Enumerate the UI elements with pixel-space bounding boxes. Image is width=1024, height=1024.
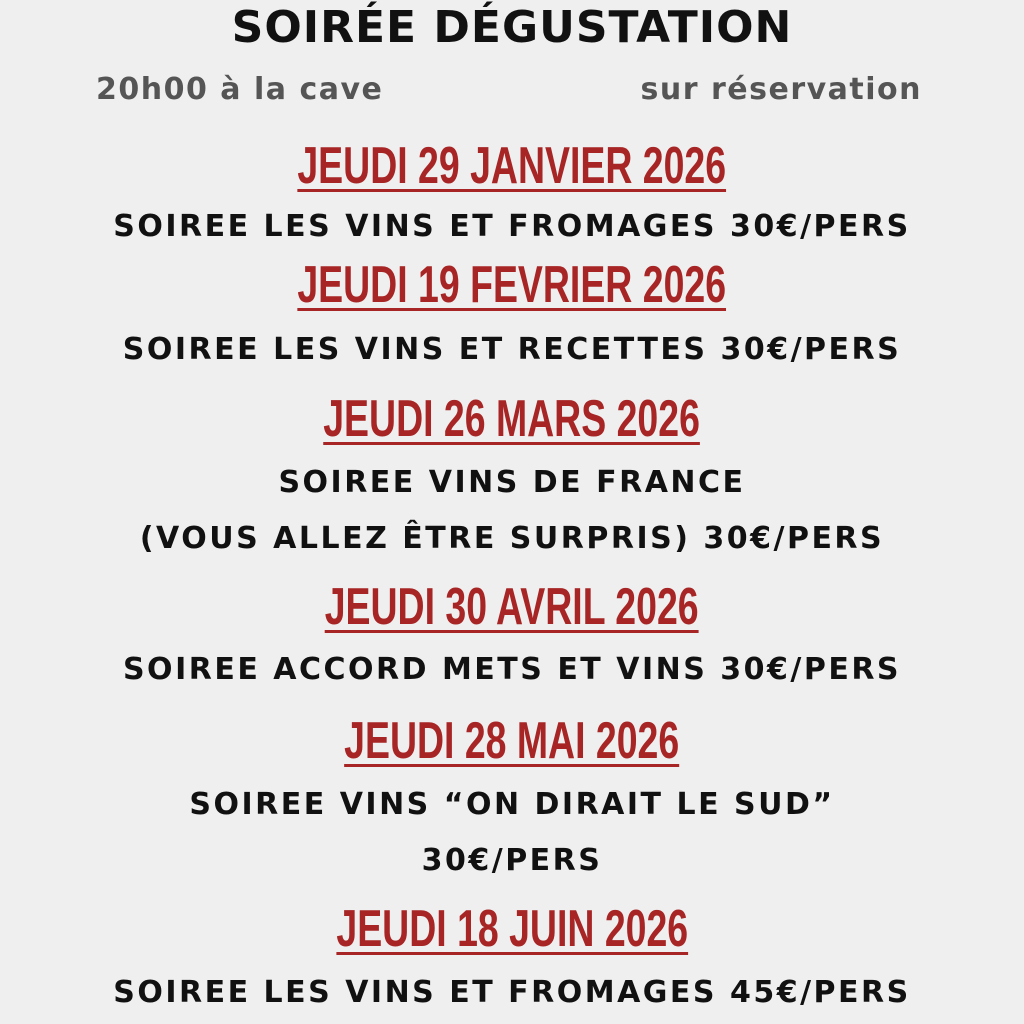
event-description: SOIREE LES VINS ET FROMAGES 45€/PERS <box>113 975 911 1010</box>
event-description: SOIREE LES VINS ET FROMAGES 30€/PERS <box>113 209 911 244</box>
booking-text: sur réservation <box>640 72 922 107</box>
event-description: (VOUS ALLEZ ÊTRE SURPRIS) 30€/PERS <box>139 521 885 556</box>
page-title: SOIRÉE DÉGUSTATION <box>231 2 793 53</box>
event-date: JEUDI 28 MAI 2026 <box>344 712 680 770</box>
event-date: JEUDI 19 FEVRIER 2026 <box>297 256 727 314</box>
event-description: SOIREE VINS “ON DIRAIT LE SUD” <box>189 787 835 822</box>
event-date: JEUDI 26 MARS 2026 <box>323 390 701 448</box>
event-description: SOIREE VINS DE FRANCE <box>278 465 746 500</box>
event-description: 30€/PERS <box>421 843 603 878</box>
event-description: SOIREE ACCORD METS ET VINS 30€/PERS <box>122 652 902 687</box>
time-place-text: 20h00 à la cave <box>96 72 384 107</box>
event-date: JEUDI 29 JANVIER 2026 <box>297 137 727 195</box>
event-date: JEUDI 30 AVRIL 2026 <box>325 578 699 636</box>
event-date: JEUDI 18 JUIN 2026 <box>336 900 688 958</box>
event-description: SOIREE LES VINS ET RECETTES 30€/PERS <box>122 332 902 367</box>
